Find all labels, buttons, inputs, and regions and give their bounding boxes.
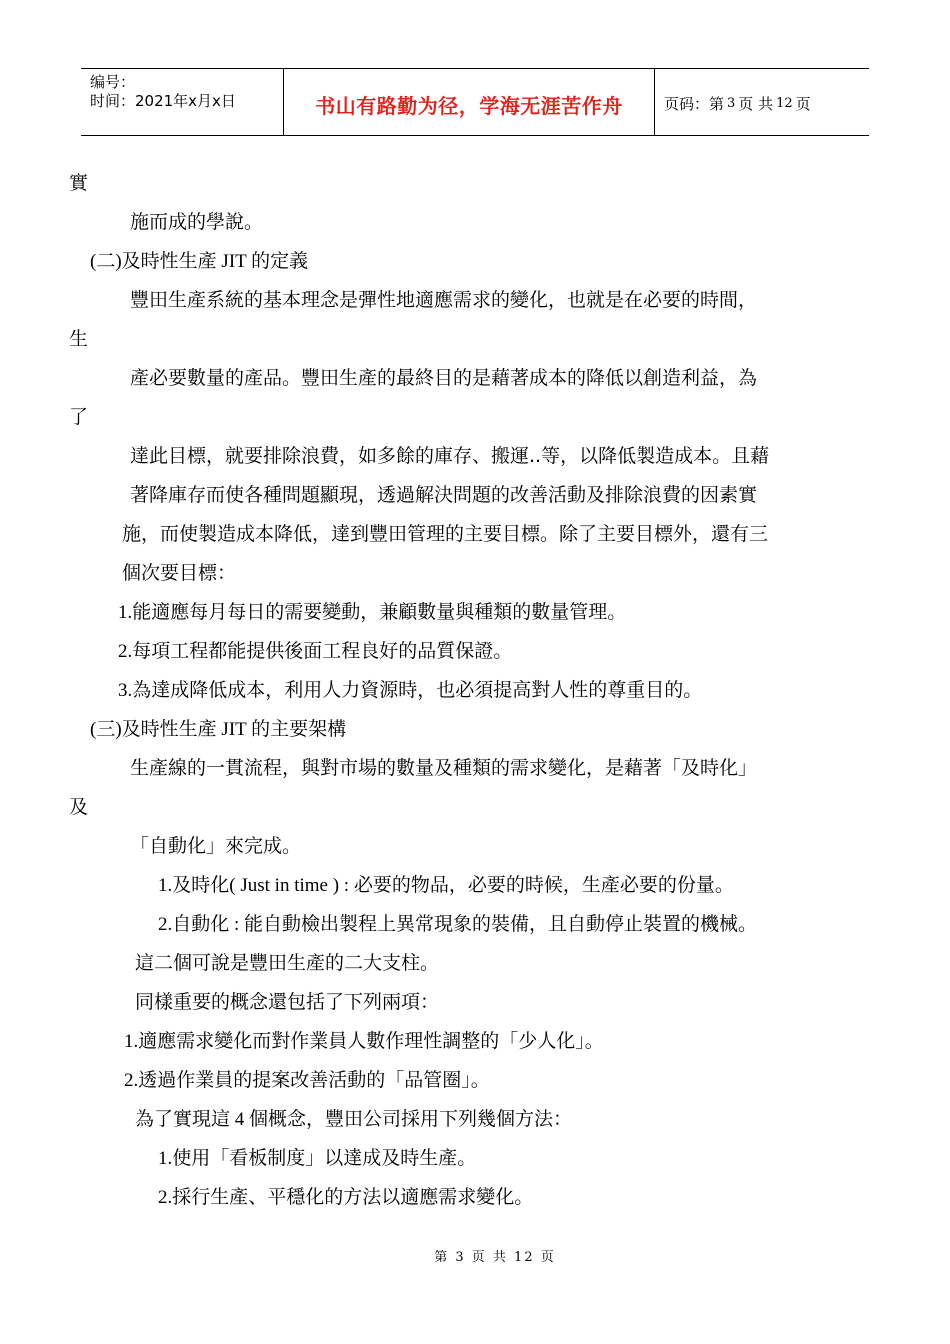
list-text: 採行生產、平穩化的方法以適應需求變化。 xyxy=(172,1186,534,1208)
section-heading-framework xyxy=(90,717,346,742)
section-text: 的主要架構 xyxy=(251,718,347,740)
list-item xyxy=(124,1029,604,1054)
list-number: 1. xyxy=(124,1031,139,1052)
text-number: 4 xyxy=(230,1109,250,1130)
document-number-label: 编号： xyxy=(90,73,136,91)
list-item xyxy=(158,912,757,937)
document-time-label: 时间：2021年x月x日 xyxy=(90,92,236,110)
header-motto-cell xyxy=(283,69,655,135)
list-text: 使用「看板制度」以達成及時生產。 xyxy=(172,1147,477,1169)
list-term: : xyxy=(229,914,245,935)
list-text: 為達成降低成本，利用人力資源時，也必須提高對人性的尊重目的。 xyxy=(132,679,703,701)
section-number: (三) xyxy=(90,719,122,740)
header-page-current: 3 xyxy=(727,95,736,111)
text-line: 個次要目標： xyxy=(122,562,237,584)
header-info-cell xyxy=(81,69,283,135)
section-text: 及時性生產 xyxy=(121,718,217,740)
list-item xyxy=(158,873,734,898)
list-item xyxy=(124,1068,490,1093)
text-line: 豐田生產系統的基本理念是彈性地適應需求的變化，也就是在必要的時間， xyxy=(130,289,758,311)
list-number: 1. xyxy=(158,875,173,896)
header-page-mid: 页 共 xyxy=(738,94,774,113)
text-line: 著降庫存而使各種問題顯現，透過解決問題的改善活動及排除浪費的因素實 xyxy=(130,484,758,506)
text-line: 產必要數量的產品。豐田生產的最終目的是藉著成本的降低以創造利益，為 xyxy=(130,367,758,389)
text-line: 實 xyxy=(69,172,89,194)
page-footer: 第 3 页 共 12 页 xyxy=(434,1250,556,1265)
list-number: 1. xyxy=(118,602,133,623)
header-page-end: 页 xyxy=(795,94,811,113)
section-term: JIT xyxy=(216,719,252,740)
list-text: 透過作業員的提案改善活動的「品管圈」。 xyxy=(138,1069,490,1091)
list-number: 2. xyxy=(118,641,133,662)
list-item xyxy=(118,678,702,703)
text-line: 施，而使製造成本降低，達到豐田管理的主要目標。除了主要目標外，還有三 xyxy=(122,523,769,545)
list-text: 必要的物品，必要的時候，生產必要的份量。 xyxy=(353,874,734,896)
text-line xyxy=(135,1107,572,1132)
text-line: 生產線的一貫流程，與對市場的數量及種類的需求變化，是藉著「及時化」 xyxy=(130,757,758,779)
text-segment: 個概念，豐田公司採用下列幾個方法： xyxy=(249,1108,573,1130)
list-text: 每項工程都能提供後面工程良好的品質保證。 xyxy=(132,640,513,662)
list-number: 2. xyxy=(158,1187,173,1208)
section-text: 的定義 xyxy=(251,250,309,272)
list-text: 能適應每月每日的需要變動，兼顧數量與種類的數量管理。 xyxy=(132,601,627,623)
list-text: 能自動檢出製程上異常現象的裝備，且自動停止裝置的機械。 xyxy=(244,913,758,935)
header-motto: 书山有路勤为径，学海无涯苦作舟 xyxy=(315,93,623,118)
header-page-label: 页码：第 xyxy=(664,94,725,113)
section-number: (二) xyxy=(90,251,122,272)
list-text: 及時化 xyxy=(172,874,230,896)
list-number: 2. xyxy=(124,1070,139,1091)
list-number: 1. xyxy=(158,1148,173,1169)
header-page-cell xyxy=(655,69,869,135)
list-number: 2. xyxy=(158,914,173,935)
text-line: 同樣重要的概念還包括了下列兩項： xyxy=(135,991,440,1013)
text-line: 這二個可說是豐田生產的二大支柱。 xyxy=(135,952,440,974)
list-item xyxy=(158,1146,476,1171)
text-line: 「自動化」來完成。 xyxy=(130,835,302,857)
list-term: ( Just in time ) : xyxy=(229,875,354,896)
list-text: 自動化 xyxy=(172,913,230,935)
text-line: 及 xyxy=(69,796,89,818)
list-item xyxy=(158,1185,533,1210)
section-text: 及時性生產 xyxy=(121,250,217,272)
list-item xyxy=(118,600,626,625)
text-line: 生 xyxy=(69,328,89,350)
list-item xyxy=(118,639,512,664)
text-line: 了 xyxy=(69,406,89,428)
text-segment: 為了實現這 xyxy=(135,1108,231,1130)
list-number: 3. xyxy=(118,680,133,701)
list-text: 適應需求變化而對作業員人數作理性調整的「少人化」。 xyxy=(138,1030,604,1052)
header-page-total: 12 xyxy=(776,95,793,111)
text-line: 達此目標，就要排除浪費，如多餘的庫存、搬運..等，以降低製造成本。且藉 xyxy=(130,445,770,467)
text-line: 施而成的學說。 xyxy=(130,211,264,233)
section-heading-definition xyxy=(90,249,308,274)
section-term: JIT xyxy=(216,251,252,272)
page-header xyxy=(81,68,869,136)
